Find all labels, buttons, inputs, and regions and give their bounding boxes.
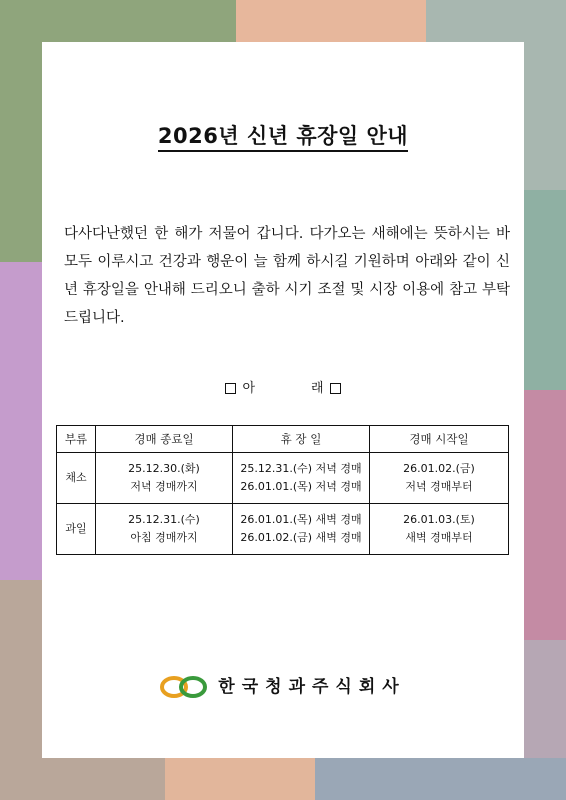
row-start-date: 26.01.03.(토) 새벽 경매부터 bbox=[370, 504, 509, 555]
notice-body: 다사다난했던 한 해가 저물어 갑니다. 다가오는 새해에는 뜻하시는 바 모두 이루시고 건강과 행운이 늘 함께 하시길 기원하며 아래와 같이 신년 휴장일을 안내해 드리오니 출하 시기 조절 및 시장 이용에 참고 부탁드립니다. bbox=[64, 226, 510, 326]
row-holiday: 25.12.31.(수) 저녁 경매 26.01.01.(목) 저녁 경매 bbox=[233, 453, 370, 504]
header-category: 부류 bbox=[57, 426, 96, 453]
holiday-table bbox=[56, 425, 509, 555]
header-start-date: 경매 시작일 bbox=[370, 426, 509, 453]
row-start-date: 26.01.02.(금) 저녁 경매부터 bbox=[370, 453, 509, 504]
square-icon bbox=[225, 383, 236, 394]
company-footer bbox=[42, 672, 524, 698]
row-category: 채소 bbox=[57, 453, 96, 504]
notice-paper bbox=[42, 42, 524, 758]
header-holiday: 휴 장 일 bbox=[233, 426, 370, 453]
notice-heading: 아 래 bbox=[42, 377, 524, 396]
table-row bbox=[57, 453, 509, 504]
header-end-date: 경매 종료일 bbox=[96, 426, 233, 453]
table-row bbox=[57, 504, 509, 555]
company-name: 한국청과주식회사 bbox=[218, 677, 406, 697]
table-header-row bbox=[57, 426, 509, 453]
square-icon bbox=[330, 383, 341, 394]
row-holiday: 26.01.01.(목) 새벽 경매 26.01.02.(금) 새벽 경매 bbox=[233, 504, 370, 555]
page-title: 2026년 신년 휴장일 안내 bbox=[42, 120, 524, 150]
row-end-date: 25.12.30.(화) 저녁 경매까지 bbox=[96, 453, 233, 504]
row-end-date: 25.12.31.(수) 아침 경매까지 bbox=[96, 504, 233, 555]
company-logo-icon bbox=[160, 676, 208, 698]
row-category: 과일 bbox=[57, 504, 96, 555]
